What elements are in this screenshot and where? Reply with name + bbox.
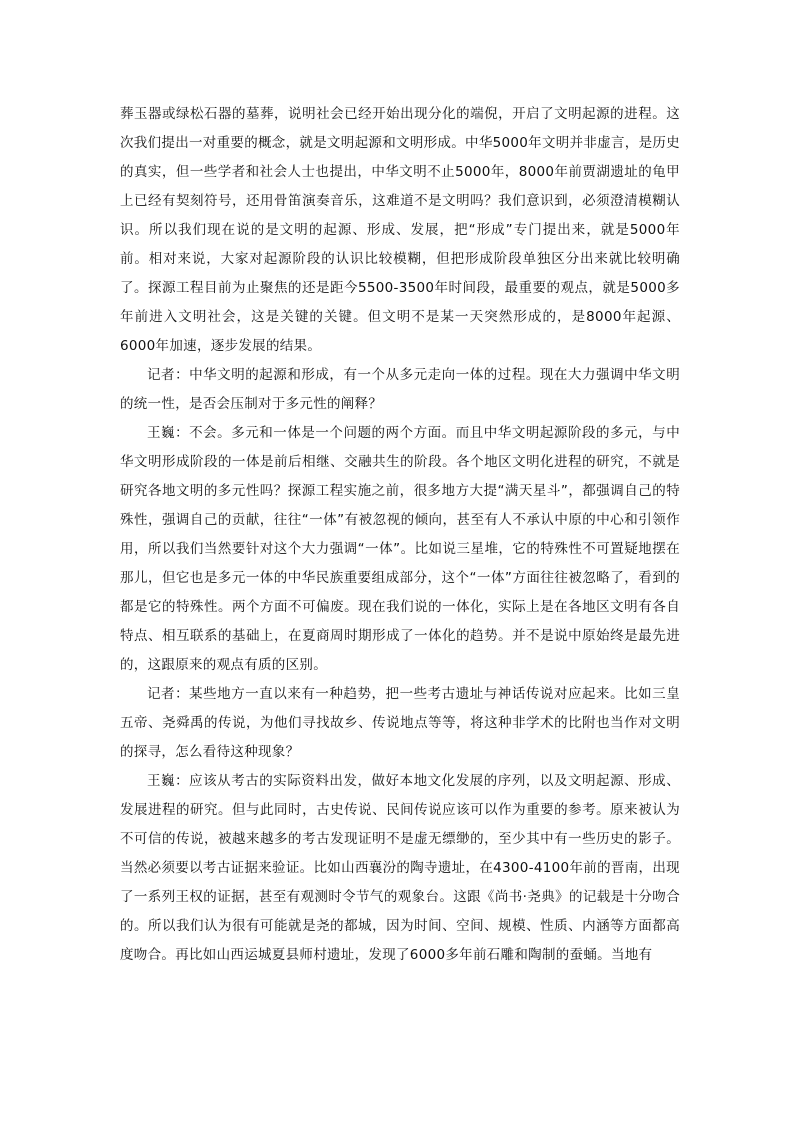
document-body	[120, 100, 680, 970]
paragraph-1: 葬玉器或绿松石器的墓葬，说明社会已经开始出现分化的端倪，开启了文明起源的进程。这次我们提出一对重要的概念，就是文明起源和文明形成。中华5000年文明并非虚言，是历史的真实，但一些学者和社会人士也提出，中华文明不止5000年，8000年前贾湖遗址的龟甲上已经有契刻符号，还用骨笛演奏音乐，这难道不是文明吗？我们意识到，必须澄清模糊认识。所以我们现在说的是文明的起源、形成、发展，把“形成”专门提出来，就是5000年前。相对来说，大家对起源阶段的认识比较模糊，但把形成阶段单独区分出来就比较明确了。探源工程目前为止聚焦的还是距今5500-3500年时间段，最重要的观点，就是5000多年前进入文明社会，这是关键的关键。但文明不是某一天突然形成的，是8000年起源、6000年加速，逐步发展的结果。	[120, 106, 680, 354]
paragraph-3: 王巍：不会。多元和一体是一个问题的两个方面。而且中华文明起源阶段的多元，与中华文明形成阶段的一体是前后相继、交融共生的阶段。各个地区文明化进程的研究，不就是研究各地文明的多元性吗？探源工程实施之前，很多地方大提“满天星斗”，都强调自己的特殊性，强调自己的贡献，往往“一体”有被忽视的倾向，甚至有人不承认中原的中心和引领作用，所以我们当然要针对这个大力强调“一体”。比如说三星堆，它的特殊性不可置疑地摆在那儿，但它也是多元一体的中华民族重要组成部分，这个“一体”方面往往被忽略了，看到的都是它的特殊性。两个方面不可偏废。现在我们说的一体化，实际上是在各地区文明有各自特点、相互联系的基础上，在夏商周时期形成了一体化的趋势。并不是说中原始终是最先进的，这跟原来的观点有质的区别。	[120, 425, 680, 673]
paragraph-4: 记者：某些地方一直以来有一种趋势，把一些考古遗址与神话传说对应起来。比如三皇五帝、尧舜禹的传说，为他们寻找故乡、传说地点等等，将这种非学术的比附也当作对文明的探寻，怎么看待这种现象？	[120, 686, 680, 760]
paragraph-5: 王巍：应该从考古的实际资料出发，做好本地文化发展的序列，以及文明起源、形成、发展进程的研究。但与此同时，古史传说、民间传说应该可以作为重要的参考。原来被认为不可信的传说，被越来越多的考古发现证明不是虚无缥缈的，至少其中有一些历史的影子。当然必须要以考古证据来验证。比如山西襄汾的陶寺遗址，在4300-4100年前的晋南，出现了一系列王权的证据，甚至有观测时令节气的观象台。这跟《尚书·尧典》的记载是十分吻合的。所以我们认为很有可能就是尧的都城，因为时间、空间、规模、性质、内涵等方面都高度吻合。再比如山西运城夏县师村遗址，发现了6000多年前石雕和陶制的蚕蛹。当地有	[120, 773, 680, 963]
paragraph-2: 记者：中华文明的起源和形成，有一个从多元走向一体的过程。现在大力强调中华文明的统一性，是否会压制对于多元性的阐释？	[120, 367, 680, 412]
